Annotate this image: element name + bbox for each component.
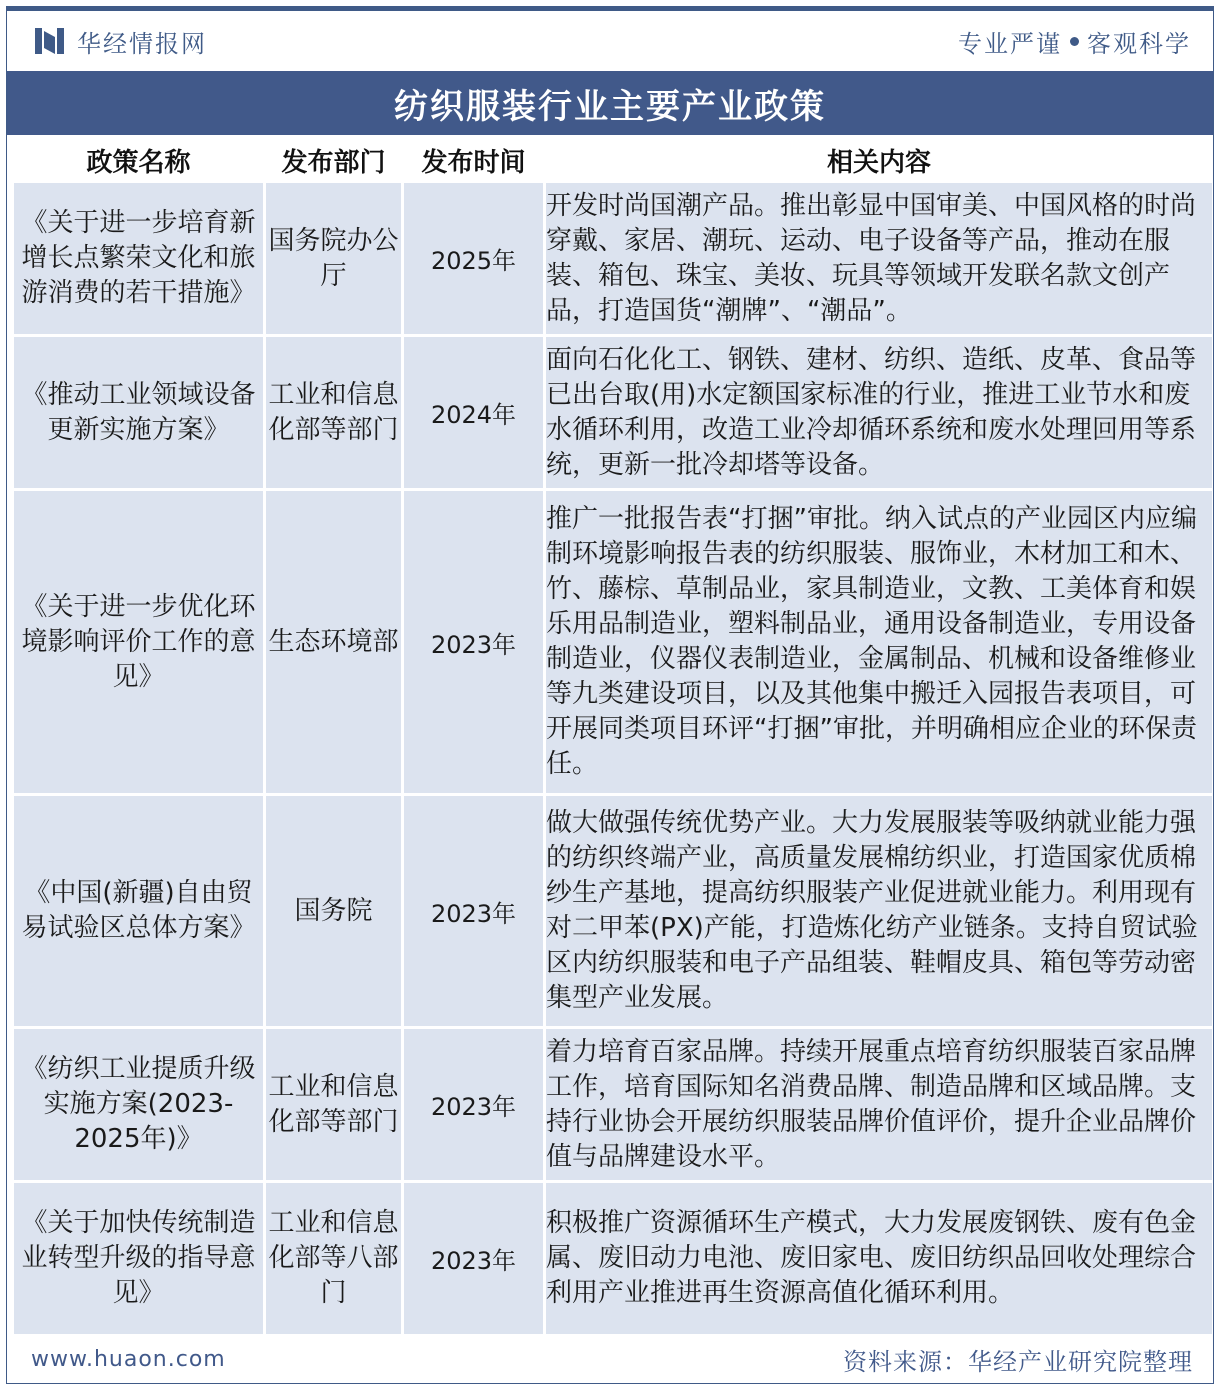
policy-name-cell: 《关于进一步培育新增长点繁荣文化和旅游消费的若干措施》 <box>14 183 263 334</box>
related-content-cell: 积极推广资源循环生产模式，大力发展废钢铁、废有色金属、废旧动力电池、废旧家电、废旧纺织品回收处理综合利用产业推进再生资源高值化循环利用。 <box>546 1183 1212 1334</box>
related-content-cell: 推广一批报告表“打捆”审批。纳入试点的产业园区内应编制环境影响报告表的纺织服装、服饰业，木材加工和木、竹、藤棕、草制品业，家具制造业，文教、工美体育和娱乐用品制造业，塑料制品业，通用设备制造业，专用设备制造业，仪器仪表制造业，金属制品、机械和设备维修业等九类建设项目，以及其他集中搬迁入园报告表项目，可开展同类项目环评“打捆”审批，并明确相应企业的环保责任。 <box>546 491 1212 793</box>
release-time-cell: 2023年 <box>404 1183 543 1334</box>
table-row <box>14 1183 1212 1334</box>
table-row <box>14 183 1212 334</box>
table-row <box>14 1029 1212 1180</box>
page-header <box>7 11 1213 71</box>
header-release-time: 发布时间 <box>404 140 543 180</box>
table-row <box>14 491 1212 793</box>
brand-name: 华经情报网 <box>77 29 207 58</box>
footer-source: 资料来源：华经产业研究院整理 <box>843 1347 1193 1376</box>
header-department: 发布部门 <box>266 140 401 180</box>
slogan <box>958 24 1191 59</box>
department-cell: 工业和信息化部等八部门 <box>266 1183 401 1334</box>
release-time-cell: 2025年 <box>404 183 543 334</box>
department-cell: 国务院 <box>266 796 401 1026</box>
release-time-cell: 2023年 <box>404 1029 543 1180</box>
header-policy-name: 政策名称 <box>14 140 263 180</box>
table-row <box>14 337 1212 488</box>
related-content-cell: 着力培育百家品牌。持续开展重点培育纺织服装百家品牌工作，培育国际知名消费品牌、制造品牌和区域品牌。支持行业协会开展纺织服装品牌价值评价，提升企业品牌价值与品牌建设水平。 <box>546 1029 1212 1180</box>
table-header-row <box>14 140 1212 180</box>
page-frame <box>6 6 1214 1384</box>
policy-name-cell: 《关于加快传统制造业转型升级的指导意见》 <box>14 1183 263 1334</box>
policy-name-cell: 《推动工业领域设备更新实施方案》 <box>14 337 263 488</box>
release-time-cell: 2023年 <box>404 491 543 793</box>
table-row <box>14 796 1212 1026</box>
slogan-dot-icon <box>1070 37 1079 46</box>
department-cell: 工业和信息化部等部门 <box>266 1029 401 1180</box>
brand <box>35 24 207 59</box>
page-footer <box>7 1335 1213 1383</box>
release-time-cell: 2023年 <box>404 796 543 1026</box>
header-related-content: 相关内容 <box>546 140 1212 180</box>
slogan-left: 专业严谨 <box>958 29 1062 58</box>
department-cell: 工业和信息化部等部门 <box>266 337 401 488</box>
footer-url: www.huaon.com <box>31 1346 226 1372</box>
related-content-cell: 开发时尚国潮产品。推出彰显中国审美、中国风格的时尚穿戴、家居、潮玩、运动、电子设备等产品，推动在服装、箱包、珠宝、美妆、玩具等领域开发联名款文创产品，打造国货“潮牌”、“潮品”。 <box>546 183 1212 334</box>
page-title: 纺织服装行业主要产业政策 <box>394 86 826 127</box>
huajing-logo-icon <box>35 28 65 54</box>
related-content-cell: 做大做强传统优势产业。大力发展服装等吸纳就业能力强的纺织终端产业，高质量发展棉纺织业，打造国家优质棉纱生产基地，提高纺织服装产业促进就业能力。利用现有对二甲苯(PX)产能，打造炼化纺产业链条。支持自贸试验区内纺织服装和电子产品组装、鞋帽皮具、箱包等劳动密集型产业发展。 <box>546 796 1212 1026</box>
policy-name-cell: 《关于进一步优化环境影响评价工作的意见》 <box>14 491 263 793</box>
slogan-right: 客观科学 <box>1087 29 1191 58</box>
related-content-cell: 面向石化化工、钢铁、建材、纺织、造纸、皮革、食品等已出台取(用)水定额国家标准的行业，推进工业节水和废水循环利用，改造工业冷却循环系统和废水处理回用等系统，更新一批冷却塔等设备。 <box>546 337 1212 488</box>
policy-name-cell: 《中国(新疆)自由贸易试验区总体方案》 <box>14 796 263 1026</box>
department-cell: 国务院办公厅 <box>266 183 401 334</box>
department-cell: 生态环境部 <box>266 491 401 793</box>
title-bar <box>7 71 1213 135</box>
release-time-cell: 2024年 <box>404 337 543 488</box>
policy-table <box>11 137 1215 1337</box>
policy-table-wrap <box>11 137 1209 1337</box>
policy-name-cell: 《纺织工业提质升级实施方案(2023-2025年)》 <box>14 1029 263 1180</box>
